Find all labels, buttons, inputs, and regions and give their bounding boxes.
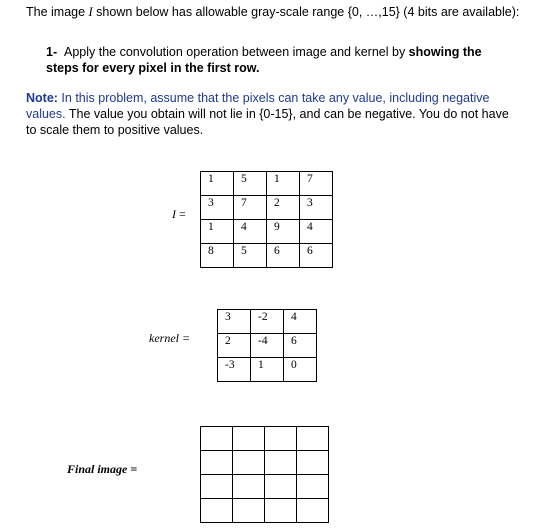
matrix-cell [201, 451, 233, 475]
matrix-cell-value [201, 451, 232, 452]
matrix-cell [201, 244, 234, 268]
matrix-cell [267, 172, 300, 196]
matrix-cell-value: -2 [258, 311, 268, 323]
task-number: 1- [46, 45, 58, 59]
matrix-cell-value: 6 [307, 245, 313, 257]
matrix-cell [284, 358, 317, 382]
matrix-row [218, 310, 317, 334]
matrix-cell [201, 172, 234, 196]
matrix-cell-value: 2 [274, 197, 280, 209]
matrix-cell [300, 172, 333, 196]
image-matrix-equals: = [179, 207, 186, 221]
matrix-cell-value: -4 [258, 335, 268, 347]
matrix-cell-value [265, 475, 296, 476]
matrix-row [201, 499, 329, 523]
matrix-cell [233, 451, 265, 475]
matrix-cell-value: 5 [241, 245, 247, 257]
matrix-cell-value: 1 [208, 173, 214, 185]
task-text-bold: showing the steps for every pixel in the first row. [46, 45, 482, 75]
matrix-cell [284, 310, 317, 334]
matrix-cell [218, 334, 251, 358]
matrix-cell [218, 358, 251, 382]
matrix-cell [233, 499, 265, 523]
matrix-cell [300, 244, 333, 268]
image-matrix [200, 171, 333, 268]
matrix-cell [284, 334, 317, 358]
matrix-cell [267, 244, 300, 268]
matrix-cell-value [265, 499, 296, 500]
matrix-cell [234, 172, 267, 196]
matrix-cell [297, 475, 329, 499]
matrix-row [201, 427, 329, 451]
matrix-cell-value: -3 [225, 359, 235, 371]
matrix-cell-value: 6 [274, 245, 280, 257]
matrix-cell-value [297, 427, 328, 428]
matrix-cell [297, 451, 329, 475]
matrix-cell [265, 475, 297, 499]
matrix-row [218, 358, 317, 382]
matrix-cell-value: 1 [208, 221, 214, 233]
intro-paragraph [26, 4, 526, 20]
matrix-cell-value: 4 [241, 221, 247, 233]
image-matrix-label [172, 207, 186, 222]
matrix-cell-value: 3 [208, 197, 214, 209]
matrix-cell [233, 427, 265, 451]
kernel-label: kernel = [149, 331, 191, 345]
matrix-cell-value [233, 451, 264, 452]
matrix-cell-value: 2 [225, 335, 231, 347]
matrix-cell [233, 475, 265, 499]
matrix-cell [201, 499, 233, 523]
matrix-cell [251, 310, 284, 334]
note-text: The value you obtain will not lie in {0-15}, and can be negative. You do not have to scale them to positive values. [26, 107, 509, 137]
matrix-cell-value [297, 475, 328, 476]
matrix-cell [234, 220, 267, 244]
matrix-cell-value: 4 [307, 221, 313, 233]
matrix-cell-value [265, 451, 296, 452]
matrix-cell [201, 196, 234, 220]
matrix-cell [201, 475, 233, 499]
matrix-cell-value [233, 475, 264, 476]
matrix-row [201, 475, 329, 499]
intro-text-end: shown below has allowable gray-scale range {0, …,15} (4 bits are available): [92, 5, 520, 19]
matrix-cell-value [201, 427, 232, 428]
matrix-cell-value: 7 [241, 197, 247, 209]
matrix-row [218, 334, 317, 358]
matrix-cell-value: 1 [258, 359, 264, 371]
matrix-cell-value [201, 499, 232, 500]
matrix-cell-value: 3 [225, 311, 231, 323]
task-item [46, 44, 516, 76]
matrix-cell-value: 0 [291, 359, 297, 371]
matrix-cell-value [297, 499, 328, 500]
matrix-cell [201, 220, 234, 244]
matrix-cell-value [201, 475, 232, 476]
image-symbol: I [88, 5, 93, 19]
matrix-cell-value: 7 [307, 173, 313, 185]
intro-text-start: The image [26, 5, 89, 19]
final-image-matrix [200, 426, 329, 523]
matrix-cell [265, 499, 297, 523]
task-text: Apply the convolution operation between image and kernel by [64, 45, 409, 59]
final-image-label: Final image = [67, 462, 138, 476]
matrix-cell [300, 220, 333, 244]
matrix-cell-value [265, 427, 296, 428]
matrix-row [201, 244, 333, 268]
matrix-cell-value: 9 [274, 221, 280, 233]
kernel-matrix [217, 309, 317, 382]
matrix-cell [251, 358, 284, 382]
note-text-highlight: In this problem, assume that the pixels can take any value, including negative values. [26, 91, 490, 121]
matrix-cell-value: 5 [241, 173, 247, 185]
matrix-cell-value [233, 499, 264, 500]
matrix-cell [234, 196, 267, 220]
note-paragraph [26, 90, 516, 138]
matrix-cell [267, 196, 300, 220]
matrix-cell-value: 8 [208, 245, 214, 257]
matrix-cell [265, 427, 297, 451]
matrix-cell [300, 196, 333, 220]
matrix-row [201, 220, 333, 244]
matrix-cell-value: 6 [291, 335, 297, 347]
matrix-cell-value: 3 [307, 197, 313, 209]
matrix-cell [265, 451, 297, 475]
matrix-cell [251, 334, 284, 358]
matrix-cell [297, 427, 329, 451]
image-matrix-symbol: I [172, 207, 176, 221]
matrix-cell-value [233, 427, 264, 428]
matrix-cell-value [297, 451, 328, 452]
matrix-cell [267, 220, 300, 244]
matrix-cell-value: 4 [291, 311, 297, 323]
matrix-cell [234, 244, 267, 268]
note-label: Note: [26, 91, 58, 105]
matrix-row [201, 172, 333, 196]
matrix-cell [218, 310, 251, 334]
matrix-row [201, 451, 329, 475]
matrix-cell [297, 499, 329, 523]
matrix-cell [201, 427, 233, 451]
matrix-cell-value: 1 [274, 173, 280, 185]
matrix-row [201, 196, 333, 220]
